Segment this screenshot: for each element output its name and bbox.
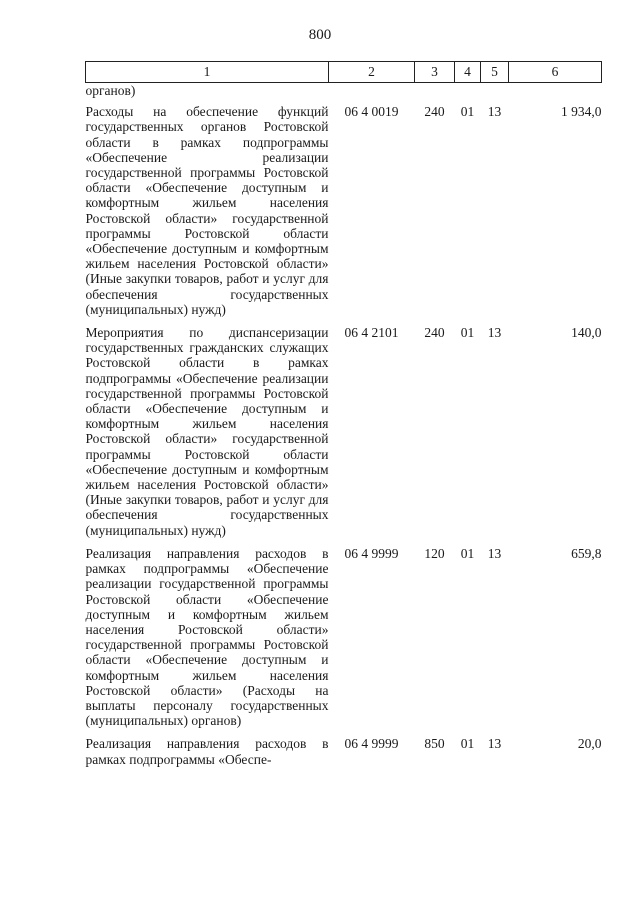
row-amount: 20,0 bbox=[577, 736, 602, 752]
table-row bbox=[86, 736, 602, 766]
row-code: 06 4 2101 bbox=[344, 325, 399, 341]
row-section: 01 bbox=[460, 736, 475, 752]
column-header-1: 1 bbox=[86, 62, 329, 83]
row-amount: 659,8 bbox=[571, 545, 602, 561]
row-amount: 1 934,0 bbox=[561, 104, 602, 120]
row-expense-type: 850 bbox=[424, 736, 445, 752]
row-code: 06 4 9999 bbox=[344, 545, 399, 561]
row-expense-type: 240 bbox=[424, 104, 445, 120]
row-expense-type: 240 bbox=[424, 325, 445, 341]
row-code: 06 4 9999 bbox=[344, 736, 399, 752]
budget-table bbox=[85, 61, 602, 767]
column-header-3: 3 bbox=[415, 62, 455, 83]
row-code: 06 4 0019 bbox=[344, 104, 399, 120]
continuation-text: органов) bbox=[85, 83, 136, 98]
row-subsection: 13 bbox=[487, 325, 502, 341]
column-header-5: 5 bbox=[481, 62, 509, 83]
row-description: Мероприятия по диспансеризации государственных гражданских служащих Ростовской области в рамках подпрограммы «Обеспечение реализации государственной программы Ростовской области «Обеспечение доступным и комфортным жильем населения Ростовской области» государственной программы Ростовской области «Обеспечение доступным и комфортным жильем населения Ростовской области» (Иные закупки товаров, работ и услуг для обеспечения государственных (муниципальных) нужд) bbox=[85, 325, 329, 538]
table-row bbox=[86, 104, 602, 317]
row-subsection: 13 bbox=[487, 736, 502, 752]
table-row bbox=[86, 546, 602, 728]
row-section: 01 bbox=[460, 325, 475, 341]
row-expense-type: 120 bbox=[424, 545, 445, 561]
row-amount: 140,0 bbox=[571, 325, 602, 341]
column-header-6: 6 bbox=[509, 62, 602, 83]
row-description: Реализация направления расходов в рамках подпрограммы «Обеспе- bbox=[85, 736, 329, 767]
table-row bbox=[86, 325, 602, 538]
row-description: Реализация направления расходов в рамках подпрограммы «Обеспечение реализации государственной программы Ростовской области «Обеспечение доступным и комфортным жильем населения Ростовской области» государственной программы Ростовской области «Обеспечение доступным и комфортным жильем населения Ростовской области» (Расходы на выплаты персоналу государственных (муниципальных) органов) bbox=[85, 545, 329, 729]
continuation-row bbox=[86, 83, 602, 99]
row-description: Расходы на обеспечение функций государственных органов Ростовской области в рамках подпрограммы «Обеспечение реализации государственной программы Ростовской области «Обеспечение доступным и комфортным жильем населения Ростовской области» государственной программы Ростовской области «Обеспечение доступным и комфортным жильем населения Ростовской области» (Иные закупки товаров, работ и услуг для обеспечения государственных (муниципальных) нужд) bbox=[85, 104, 329, 317]
row-subsection: 13 bbox=[487, 545, 502, 561]
header-row bbox=[86, 62, 602, 83]
column-header-2: 2 bbox=[329, 62, 415, 83]
page-number: 800 bbox=[308, 27, 332, 43]
row-section: 01 bbox=[460, 545, 475, 561]
row-subsection: 13 bbox=[487, 104, 502, 120]
row-section: 01 bbox=[460, 104, 475, 120]
column-header-4: 4 bbox=[455, 62, 481, 83]
